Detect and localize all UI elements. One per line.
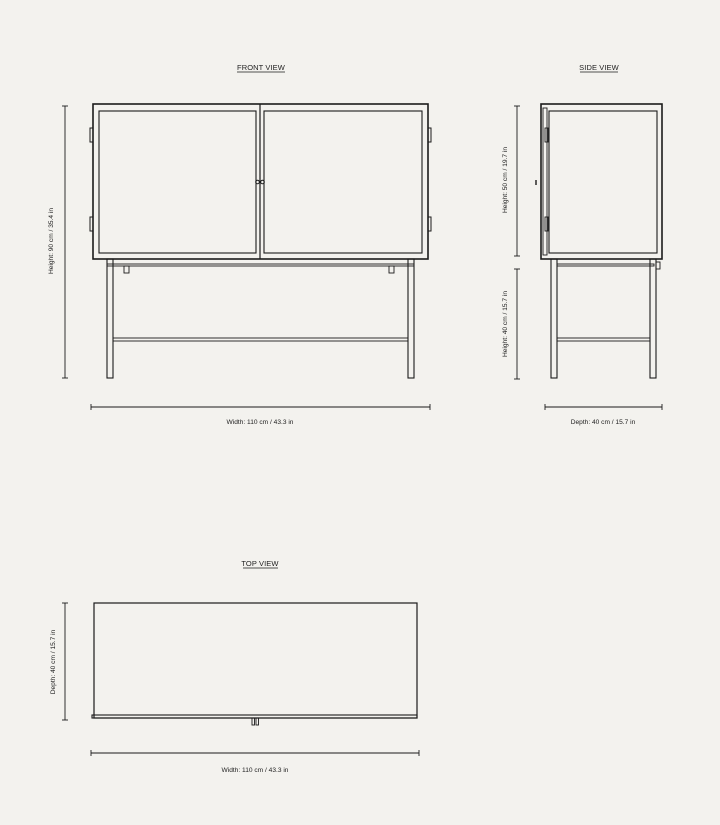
top-cabinet	[92, 603, 417, 725]
left-upper-hinge	[90, 128, 93, 142]
side-cabinet-outer-frame	[541, 104, 662, 259]
top-view	[50, 559, 419, 774]
side-view	[502, 63, 662, 426]
side-bracket	[656, 262, 660, 269]
side-upper-height-label: Height: 50 cm / 19.7 in	[502, 147, 509, 213]
side-depth-dimension	[545, 404, 662, 426]
side-left-leg	[551, 259, 557, 378]
front-cabinet	[90, 104, 431, 259]
side-lower-height-label: Height: 40 cm / 15.7 in	[502, 291, 509, 357]
side-right-leg	[650, 259, 656, 378]
side-cabinet	[536, 104, 662, 259]
side-lower-hinge	[545, 217, 548, 231]
top-cabinet-outline	[94, 603, 417, 718]
front-width-dimension	[91, 404, 430, 426]
front-stand	[107, 259, 414, 378]
front-stand-top-rail	[107, 264, 414, 266]
front-height-label: Height: 90 cm / 35.4 in	[48, 208, 55, 274]
top-left-knob-icon	[252, 718, 255, 725]
top-door-front-edge	[92, 715, 417, 718]
front-left-bracket	[124, 266, 129, 273]
side-stand	[551, 259, 660, 378]
front-left-leg	[107, 259, 113, 378]
front-right-bracket	[389, 266, 394, 273]
top-view-title: TOP VIEW	[241, 559, 279, 568]
front-view-title: FRONT VIEW	[237, 63, 285, 72]
front-right-leg	[408, 259, 414, 378]
front-left-door-panel	[99, 111, 256, 253]
side-upper-height-dimension	[502, 106, 520, 256]
front-view	[48, 63, 431, 426]
side-upper-hinge	[545, 128, 548, 142]
front-width-label: Width: 110 cm / 43.3 in	[226, 419, 294, 426]
side-view-title: SIDE VIEW	[579, 63, 619, 72]
side-lower-height-dimension	[502, 269, 520, 379]
top-depth-label: Depth: 40 cm / 15.7 in	[50, 629, 57, 695]
side-stretcher-bar	[557, 338, 650, 341]
front-right-door-panel	[264, 111, 422, 253]
front-stretcher-bar	[113, 338, 408, 341]
side-depth-label: Depth: 40 cm / 15.7 in	[570, 419, 636, 426]
right-upper-hinge	[428, 128, 431, 142]
side-stand-top-rail	[557, 264, 654, 266]
right-lower-hinge	[428, 217, 431, 231]
top-right-knob-icon	[256, 718, 259, 725]
side-cabinet-panel	[549, 111, 657, 253]
top-width-dimension	[91, 750, 419, 774]
left-lower-hinge	[90, 217, 93, 231]
top-width-label: Width: 110 cm / 43.3 in	[221, 767, 289, 774]
top-depth-dimension	[50, 603, 68, 720]
front-height-dimension	[48, 106, 68, 378]
